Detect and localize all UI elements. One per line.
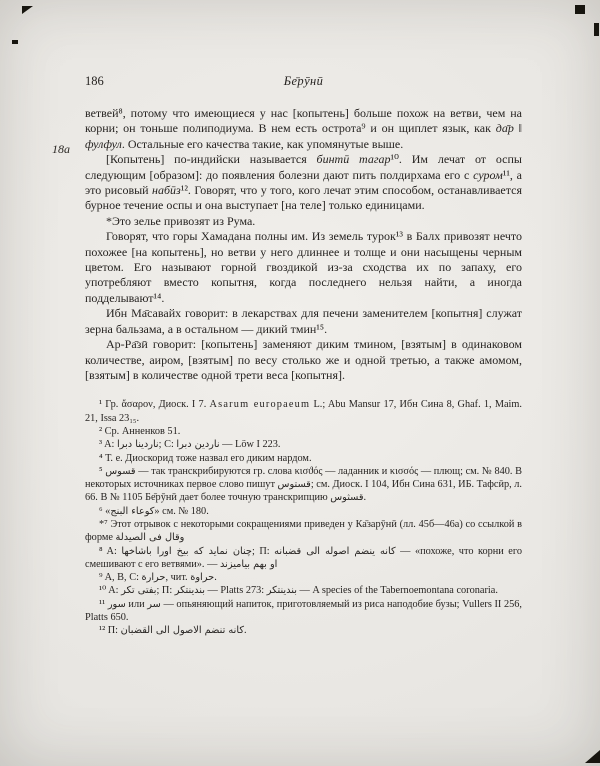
footnote-item: ³ A: ناردينا دبرا; C: ناردين دبرا — Löw I 223.	[99, 439, 281, 451]
body-paragraph: Ар-Ра̄зӣ говорит: [копытень] заменяют диким тмином, [взятым] в одинаковом количестве, аиром, [взятым] по весу столько же и одной третью, а также амомом, [взятым] в количестве одной трети веса [копытня].	[85, 337, 522, 382]
footnote-item: ⁴ Т. е. Диоскорид тоже назвал его диким нардом.	[99, 452, 312, 464]
footnote-item: ⁵ قسوس — так транскрибируются гр. слова κισϑός — ладанник и κισσός — плющ; см. № 840. В некоторых источниках первое слово пишут قستوس; см. Диоск. I 104, Ибн Сина 631, ИБ. Тафсӣр, л. 66. В № 1105 Бе̄рӯнӣ дает более точную транскрипцию قسثوس.	[85, 465, 523, 504]
scan-registration-mark	[594, 23, 599, 36]
footnote-item: ⁸ A: چنان نمايد كه بيخ اورا باشاخها; П: كانه ينضم اصوله الى قضبانه — «похоже, что корни его смешивают с его ветвями». — او بهم بياميزند	[85, 545, 522, 570]
footnote-item: ⁹ A, B, C: حرارة, чит. حراوة.	[99, 572, 217, 584]
text-block	[85, 74, 522, 638]
footnote-item: ¹⁰ A: بفتى تكر; П: بندينتكر — Platts 273: بندينتكر — A species of the Tabernoemontana coronaria.	[99, 585, 498, 597]
footnotes-block	[85, 398, 522, 637]
body-paragraph: ветвей⁸, потому что имеющиеся у нас [копытень] больше похож на ветви, чем на корни; он тоньше полиподиума. В нем есть острота⁹ и он щиплет язык, как да̄р ‖ фулфул. Остальные его качества такие, как упомянутые выше.	[85, 106, 522, 151]
footnote-item: ¹ Гр. ἄσαρον, Диоск. I 7. Asarum europaeum L.; Abu Mansur 17, Ибн Сина 8, Ghaf. 1, Maim. 21, Issa 23₁₅.	[85, 399, 522, 424]
body-paragraph: Ибн Ма̄савайх говорит: в лекарствах для печени заменителем [копытня] служат зерна бальзама, а в остальном — дикий тмин¹⁵.	[85, 306, 522, 336]
footnote-item: ¹² П: كانه تنضم الاصول الى القضبان.	[99, 625, 247, 637]
scan-registration-mark	[575, 5, 585, 14]
footnote-item: *⁷ Этот отрывок с некоторыми сокращениями приведен у Ка̄зарӯнӣ (лл. 45б—46а) со ссылкой в форме وقال فى الصيدلة	[85, 518, 522, 544]
running-title: Бе̄рӯнӣ	[283, 74, 324, 88]
folio-margin-note: 18а	[52, 142, 70, 156]
body-paragraph: Говорят, что горы Хамадана полны им. Из земель турок¹³ в Балх привозят нечто похожее [на копытень], но ветви у него длиннее и толще и они насыщены черным цветом. Его называют горной гвоздикой из-за сходства их по запаху, его употребляют вместо копытня, когда последнего нельзя найти, а иногда подделывают¹⁴.	[85, 229, 522, 305]
body-paragraph: [Копытень] по-индийски называется бинтӣ тагар¹⁰. Им лечат от оспы следующим [образом]: до появления болезни дают пить полдирхама его с суром¹¹, а это рисовый набӣз¹². Говорят, что у того, кого лечат этим способом, останавливается бурное течение оспы и она выступает [на теле] только единицами.	[85, 152, 522, 213]
body-text	[85, 106, 522, 383]
footnote-item: ¹¹ سور или سر — опьяняющий напиток, приготовляемый из риса наподобие бузы; Vullers II 256, Platts 650.	[85, 598, 523, 624]
scan-registration-mark	[12, 40, 18, 44]
footnote-item: ² Ср. Анненков 51.	[99, 425, 181, 437]
body-paragraph: *Это зелье привозят из Рума.	[106, 213, 256, 228]
page-header	[85, 74, 522, 90]
scan-registration-mark	[22, 6, 33, 14]
page-number: 186	[85, 74, 104, 88]
scan-registration-mark	[585, 750, 600, 763]
footnote-item: ⁶ «كوعاء البنج» см. № 180.	[99, 505, 209, 517]
